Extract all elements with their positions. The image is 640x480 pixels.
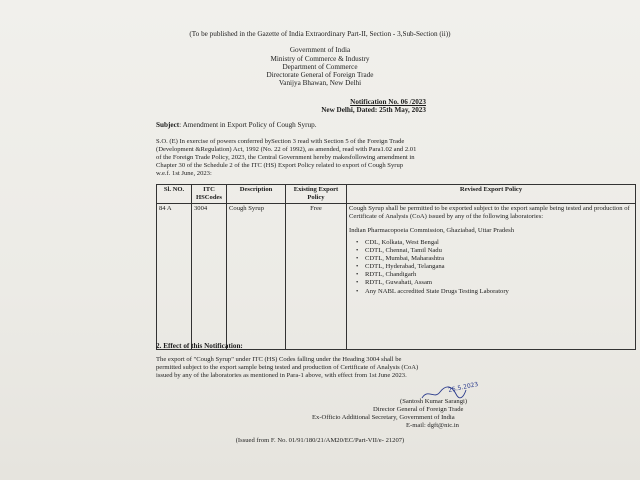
intro-line-2: (Development &Regulation) Act, 1992 (No. 22 of 1992), as amended, read with Para1.02 and 2.01 [156,146,417,153]
table-header-row [157,185,636,204]
signatory-name: (Santosh Kumar Sarangi) [400,398,468,405]
subject-label: Subject [156,121,180,129]
effect-line-3: issued by any of the laboratories as mentioned in Para-1 above, with effect from 1st June 2023. [156,372,407,379]
list-item: • RDTL, Chandigarh [365,271,633,279]
notification-date: New Delhi, Dated: 25th May, 2023 [321,106,426,114]
office-address: Vanijya Bhawan, New Delhi [278,79,362,87]
effect-heading: 2. Effect of this Notification: [156,342,243,350]
cell-revised-policy [347,204,636,350]
cell-description: Cough Syrup [227,204,286,350]
cell-itc-code: 3004 [192,204,227,350]
list-item: • CDTL, Hyderabad, Telangana [365,263,633,271]
signatory-email: E-mail: dgft@nic.in [406,422,459,429]
lab-intro: Indian Pharmacopoeia Commission, Ghaziabad, Uttar Pradesh [349,227,514,234]
handwritten-date: 25.5.2023 [447,380,479,395]
amendment-table [156,184,636,350]
list-item: • CDL, Kolkata, West Bengal [365,239,633,247]
intro-line-5: w.e.f. 1st June, 2023: [156,170,212,177]
effect-line-1: The export of "Cough Syrup" under ITC (HS) Codes falling under the Heading 3004 shall be [156,356,402,363]
cell-existing-policy: Free [286,204,347,350]
header-sl-no: Sl. NO. [157,185,192,204]
cell-sl-no: 84 A [157,204,192,350]
file-number: (Issued from F. No. 01/91/180/21/AM20/EC/Part-VII/e- 21207) [235,437,405,444]
subject-line [156,121,317,130]
header-existing-policy: Existing Export Policy [286,185,347,204]
subject-text: : Amendment in Export Policy of Cough Syrup. [179,121,317,129]
header-revised-policy: Revised Export Policy [347,185,636,204]
publication-note: (To be published in the Gazette of India Extraordinary Part-II, Section - 3,Sub-Section (ii)) [189,30,451,38]
list-item: • CDTL, Chennai, Tamil Nadu [365,247,633,255]
government-name: Government of India [289,46,351,54]
header-description: Description [227,185,286,204]
header-itc-code: ITC HSCodes [192,185,227,204]
list-item: • CDTL, Mumbai, Maharashtra [365,255,633,263]
lab-list [365,239,633,296]
signatory-ex-officio: Ex-Officio Additional Secretary, Government of India [312,414,455,421]
list-item: • Any NABL accredited State Drugs Testing Laboratory [365,288,633,296]
directorate-name: Directorate General of Foreign Trade [266,71,374,79]
ministry-name: Ministry of Commerce & Industry [270,55,370,63]
revised-policy-text: Cough Syrup shall be permitted to be exported subject to the export sample being tested and production of Certificate of Analysis (CoA) issued by any of the following laboratories: [349,205,630,220]
list-item: • RDTL, Guwahati, Assam [365,279,633,287]
department-name: Department of Commerce [282,63,358,71]
signatory-title: Director General of Foreign Trade [373,406,464,413]
notification-number: Notification No. 06 /2023 [350,98,426,106]
intro-line-3: of the Foreign Trade Policy, 2023, the Central Government hereby makesfollowing amendment in [156,154,415,161]
intro-line-4: Chapter 30 of the Schedule 2 of the ITC (HS) Export Policy related to export of Cough Syrup [156,162,404,169]
intro-line-1: S.O. (E) In exercise of powers conferred bySection 3 read with Section 5 of the Foreign Trade [156,138,405,145]
table-row [157,204,636,350]
effect-line-2: permitted subject to the export sample being tested and production of Certificate of Analysis (CoA) [156,364,419,371]
